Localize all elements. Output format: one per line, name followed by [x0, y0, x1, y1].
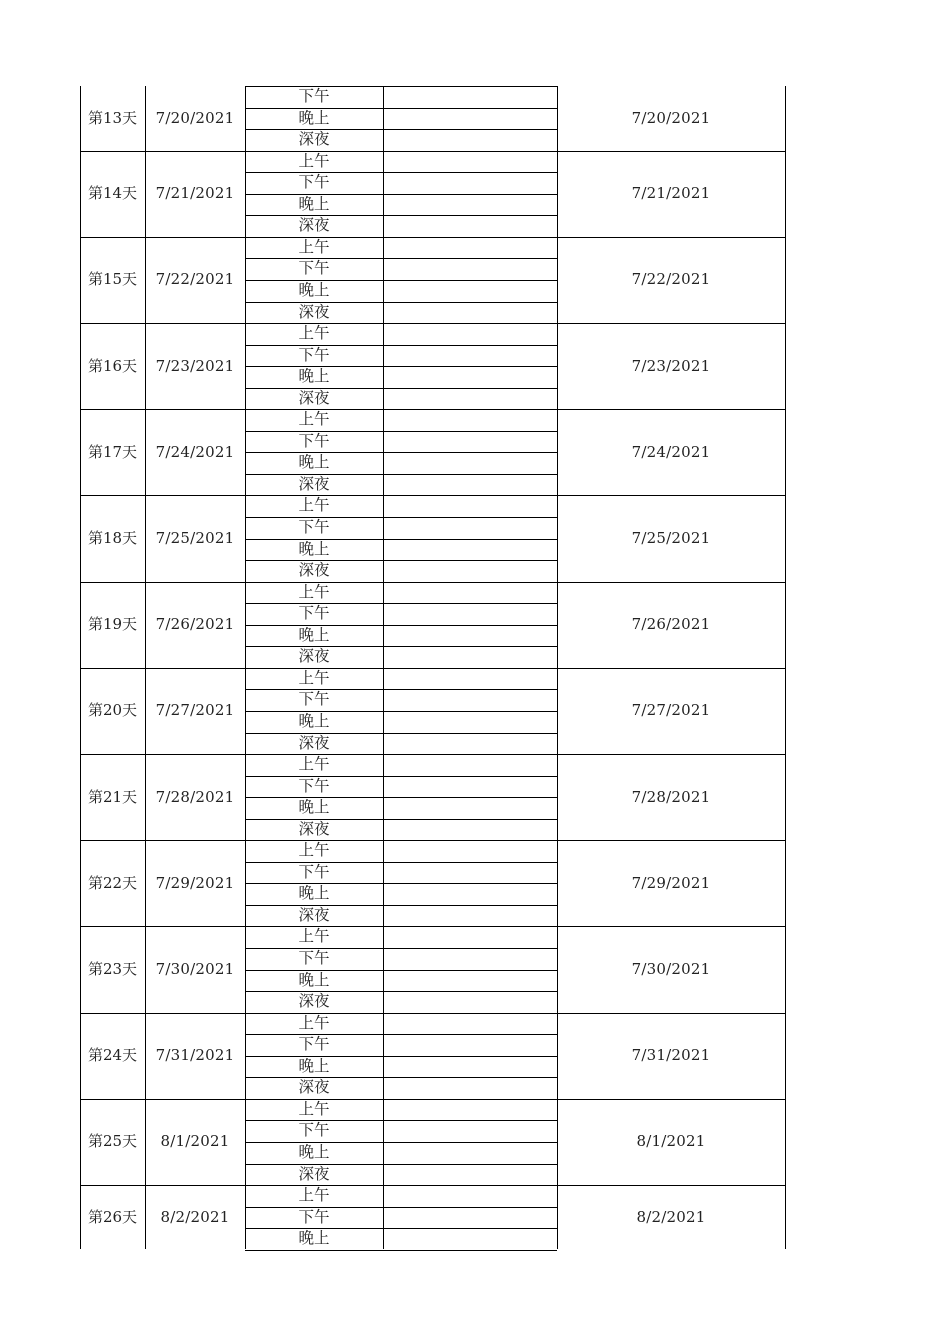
time-slot-cell: 下午 [298, 345, 330, 364]
border-slot-note [383, 668, 384, 754]
time-slot-cell: 上午 [298, 410, 330, 429]
time-slot-cell: 深夜 [298, 647, 330, 666]
border-slot-note [383, 323, 384, 409]
day-label: 第18天 [87, 529, 138, 548]
time-slot-cell: 下午 [298, 776, 330, 795]
time-slot-cell: 下午 [298, 431, 330, 450]
time-slot-cell: 上午 [298, 151, 330, 170]
border-slot-note [383, 1013, 384, 1099]
time-slot-cell: 下午 [298, 1207, 330, 1226]
time-slot-cell: 上午 [298, 927, 330, 946]
time-slot-cell: 深夜 [298, 130, 330, 149]
day-date-right: 7/24/2021 [631, 442, 711, 461]
time-slot-cell: 晚上 [298, 539, 330, 558]
day-date-right: 7/20/2021 [631, 108, 711, 127]
day-date-right: 7/22/2021 [631, 270, 711, 289]
day-date: 7/28/2021 [155, 787, 235, 806]
time-slot-cell: 下午 [298, 604, 330, 623]
time-slot-cell: 晚上 [298, 625, 330, 644]
day-label: 第26天 [87, 1207, 138, 1226]
border-slot-note [383, 409, 384, 495]
time-slot-cell: 深夜 [298, 216, 330, 235]
time-slot-cell: 深夜 [298, 905, 330, 924]
border-slot-note [383, 495, 384, 581]
time-slot-cell: 晚上 [298, 798, 330, 817]
time-slot-cell: 下午 [298, 173, 330, 192]
day-label: 第19天 [87, 615, 138, 634]
time-slot-cell: 晚上 [298, 1142, 330, 1161]
time-slot-cell: 上午 [298, 1013, 330, 1032]
time-slot-cell: 深夜 [298, 474, 330, 493]
time-slot-cell: 下午 [298, 949, 330, 968]
time-slot-cell: 上午 [298, 755, 330, 774]
time-slot-cell: 深夜 [298, 1078, 330, 1097]
time-slot-cell: 上午 [298, 324, 330, 343]
day-date: 7/21/2021 [155, 184, 235, 203]
time-slot-cell: 下午 [298, 518, 330, 537]
time-slot-cell: 深夜 [298, 302, 330, 321]
time-slot-cell: 上午 [298, 1099, 330, 1118]
day-date-right: 7/26/2021 [631, 615, 711, 634]
time-slot-cell: 下午 [298, 1121, 330, 1140]
day-label: 第16天 [87, 356, 138, 375]
time-slot-cell: 晚上 [298, 280, 330, 299]
border-slot-note [383, 840, 384, 926]
border-slot-note [383, 582, 384, 668]
day-date: 8/1/2021 [160, 1132, 230, 1151]
time-slot-cell: 上午 [298, 841, 330, 860]
day-date: 7/20/2021 [155, 108, 235, 127]
day-label: 第20天 [87, 701, 138, 720]
day-label: 第22天 [87, 873, 138, 892]
day-date-right: 7/21/2021 [631, 184, 711, 203]
time-slot-cell: 上午 [298, 668, 330, 687]
row-line [245, 1250, 557, 1251]
border-slot-note [383, 754, 384, 840]
day-date-right: 7/23/2021 [631, 356, 711, 375]
time-slot-cell: 深夜 [298, 1164, 330, 1183]
time-slot-cell: 下午 [298, 1035, 330, 1054]
border-slot-note [383, 237, 384, 323]
border-slot-note [383, 1099, 384, 1185]
day-date: 7/24/2021 [155, 442, 235, 461]
time-slot-cell: 深夜 [298, 561, 330, 580]
day-date-right: 7/31/2021 [631, 1046, 711, 1065]
day-date-right: 7/25/2021 [631, 529, 711, 548]
day-label: 第17天 [87, 442, 138, 461]
border-slot-note [383, 1185, 384, 1249]
day-date: 7/31/2021 [155, 1046, 235, 1065]
day-date: 7/30/2021 [155, 960, 235, 979]
time-slot-cell: 上午 [298, 237, 330, 256]
day-date-right: 7/29/2021 [631, 873, 711, 892]
time-slot-cell: 晚上 [298, 1056, 330, 1075]
border-slot-note [383, 151, 384, 237]
day-label: 第21天 [87, 787, 138, 806]
time-slot-cell: 晚上 [298, 711, 330, 730]
time-slot-cell: 晚上 [298, 108, 330, 127]
day-date: 7/26/2021 [155, 615, 235, 634]
border-slot-note [383, 926, 384, 1012]
time-slot-cell: 下午 [298, 862, 330, 881]
day-label: 第15天 [87, 270, 138, 289]
day-date: 7/25/2021 [155, 529, 235, 548]
border-slot-note [383, 86, 384, 151]
time-slot-cell: 深夜 [298, 388, 330, 407]
time-slot-cell: 晚上 [298, 1229, 330, 1248]
day-date: 7/29/2021 [155, 873, 235, 892]
time-slot-cell: 晚上 [298, 194, 330, 213]
border-right [785, 86, 786, 1249]
time-slot-cell: 晚上 [298, 453, 330, 472]
day-label: 第23天 [87, 960, 138, 979]
day-date-right: 7/28/2021 [631, 787, 711, 806]
day-date-right: 8/2/2021 [636, 1207, 706, 1226]
day-label: 第13天 [87, 108, 138, 127]
time-slot-cell: 晚上 [298, 970, 330, 989]
time-slot-cell: 下午 [298, 87, 330, 106]
day-label: 第25天 [87, 1132, 138, 1151]
time-slot-cell: 上午 [298, 582, 330, 601]
day-date: 8/2/2021 [160, 1207, 230, 1226]
time-slot-cell: 深夜 [298, 992, 330, 1011]
day-date: 7/22/2021 [155, 270, 235, 289]
time-slot-cell: 下午 [298, 690, 330, 709]
time-slot-cell: 下午 [298, 259, 330, 278]
time-slot-cell: 上午 [298, 496, 330, 515]
time-slot-cell: 深夜 [298, 819, 330, 838]
time-slot-cell: 晚上 [298, 367, 330, 386]
time-slot-cell: 晚上 [298, 884, 330, 903]
day-label: 第24天 [87, 1046, 138, 1065]
day-date: 7/23/2021 [155, 356, 235, 375]
day-date-right: 7/27/2021 [631, 701, 711, 720]
time-slot-cell: 深夜 [298, 733, 330, 752]
day-date-right: 7/30/2021 [631, 960, 711, 979]
day-date-right: 8/1/2021 [636, 1132, 706, 1151]
day-label: 第14天 [87, 184, 138, 203]
day-date: 7/27/2021 [155, 701, 235, 720]
time-slot-cell: 上午 [298, 1186, 330, 1205]
